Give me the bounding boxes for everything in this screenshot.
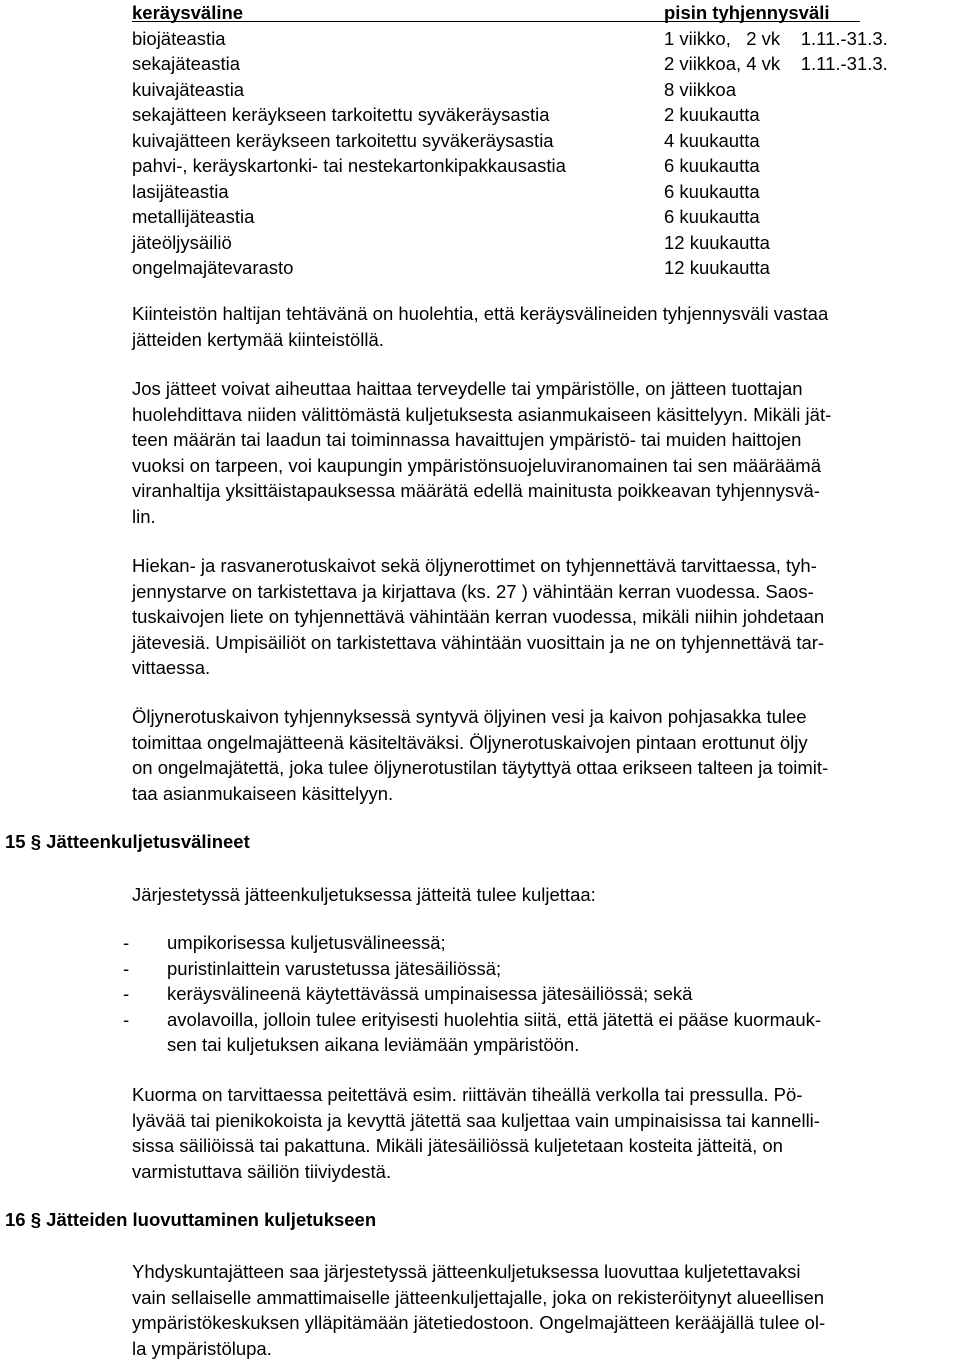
paragraph-transport-intro [132, 882, 952, 908]
container-interval: 12 kuukautta [664, 231, 770, 253]
text-line: vain sellaiselle ammattimaiselle jätteenkuljettajalle, joka on rekisteröitynyt alueellisen [132, 1286, 825, 1308]
container-interval: 6 kuukautta [664, 155, 760, 176]
section-symbol: § [30, 831, 42, 852]
header-collection-container: keräysväline [132, 2, 244, 23]
container-interval: 2 viikkoa, 4 vk 1.11.-31.3. [664, 53, 888, 74]
container-name: metallijäteastia [132, 206, 255, 227]
text-line: keräysvälineenä käytettävässä umpinaisessa jätesäiliössä; sekä [167, 983, 693, 1004]
text-line: Järjestetyssä jätteenkuljetuksessa jätteitä tulee kuljettaa: [132, 884, 596, 905]
table-row [132, 51, 892, 77]
container-interval: 8 viikkoa [664, 78, 736, 100]
text-line: toimittaa ongelmajätteenä käsiteltäväksi. Öljynerotuskaivojen pintaan erottunut öljy [132, 731, 808, 753]
text-line: Hiekan- ja rasvanerotuskaivot sekä öljynerottimet on tyhjennettävä tarvittaessa, tyh- [132, 555, 817, 576]
table-row [132, 77, 892, 103]
container-name: biojäteastia [132, 27, 226, 49]
list-item [123, 956, 953, 982]
container-interval: 1 viikko, 2 vk 1.11.-31.3. [664, 27, 888, 49]
section-number: 15 [5, 831, 26, 852]
text-line: sissa säiliöissä tai pakattuna. Mikäli jätesäiliössä kuljetetaan kosteita jätteitä, on [132, 1135, 783, 1156]
container-interval: 4 kuukautta [664, 129, 760, 151]
container-interval: 6 kuukautta [664, 180, 760, 202]
table-row [132, 128, 892, 154]
text-line: Öljynerotuskaivon tyhjennyksessä syntyvä öljyinen vesi ja kaivon pohjasakka tulee [132, 706, 807, 727]
list-dash: - [123, 983, 130, 1004]
container-name: ongelmajätevarasto [132, 257, 294, 278]
text-line: lyävää tai pienikokoista ja kevyttä jätettä saa kuljettaa vain umpinaisissa tai kannelli- [132, 1109, 820, 1131]
text-line: varmistuttava säiliön tiiviydestä. [132, 1160, 392, 1182]
table-header [132, 0, 892, 26]
text-line: sen tai kuljetuksen aikana leviämään ympäristöön. [167, 1034, 580, 1055]
section-number: 16 [5, 1209, 26, 1230]
container-name: pahvi-, keräyskartonki- tai nestekartonkipakkausastia [132, 155, 566, 176]
table-row [132, 102, 892, 128]
text-line: tuskaivojen liete on tyhjennettävä vähintään kerran vuodessa, mikäli niihin johdetaan [132, 606, 825, 627]
list-item [123, 981, 953, 1007]
container-name: kuivajätteen keräykseen tarkoitettu syväkeräysastia [132, 129, 554, 151]
list-dash: - [123, 1008, 130, 1030]
container-interval: 2 kuukautta [664, 104, 760, 125]
text-line: ympäristökeskuksen ylläpitämään jätetiedostoon. Ongelmajätteen kerääjällä tulee ol- [132, 1312, 826, 1333]
list-dash: - [123, 957, 130, 979]
section-heading-16 [5, 1207, 376, 1233]
paragraph-load-cover [132, 1082, 952, 1184]
paragraph-owner-duty [132, 301, 952, 352]
text-line: puristinlaittein varustetussa jätesäiliössä; [167, 957, 502, 979]
container-name: jäteöljysäiliö [132, 231, 232, 253]
header-underline [132, 21, 860, 22]
table-row [132, 26, 892, 52]
text-line: lin. [132, 505, 156, 527]
container-name: kuivajäteastia [132, 78, 245, 100]
text-line: teen määrän tai laadun tai toiminnassa havaittujen ympäristö- tai muiden haittojen [132, 429, 802, 450]
list-item [123, 1007, 953, 1058]
text-line: Kuorma on tarvittaessa peitettävä esim. riittävän tiheällä verkolla tai pressulla. Pö- [132, 1084, 803, 1105]
table-row [132, 204, 892, 230]
transport-means-list [123, 930, 953, 1058]
text-line: umpikorisessa kuljetusvälineessä; [167, 932, 446, 953]
table-row [132, 230, 892, 256]
text-line: viranhaltija yksittäistapauksessa määrätä edellä mainitusta poikkeavan tyhjennysvä- [132, 480, 820, 501]
text-line: jätevesiä. Umpisäiliöt on tarkistettava vähintään vuosittain ja ne on tyhjennettävä tar- [132, 631, 825, 653]
text-line: la ympäristölupa. [132, 1337, 272, 1359]
header-max-interval: pisin tyhjennysväli [664, 2, 830, 23]
text-line: avolavoilla, jolloin tulee erityisesti huolehtia siitä, että jätettä ei pääse kuormauk- [167, 1008, 822, 1030]
container-name: sekajätteen keräykseen tarkoitettu syväkeräysastia [132, 104, 550, 125]
container-name: sekajäteastia [132, 53, 240, 74]
text-line: Kiinteistön haltijan tehtävänä on huolehtia, että keräysvälineiden tyhjennysväli vastaa [132, 303, 829, 324]
table-row [132, 255, 892, 281]
text-line: taa asianmukaiseen käsittelyyn. [132, 782, 394, 804]
collection-interval-table [132, 0, 892, 281]
list-item [123, 930, 953, 956]
table-row [132, 153, 892, 179]
section-heading-15 [5, 829, 250, 855]
container-interval: 12 kuukautta [664, 257, 770, 278]
paragraph-separators [132, 553, 952, 681]
text-line: vittaessa. [132, 657, 211, 678]
list-dash: - [123, 932, 130, 953]
text-line: Yhdyskuntajätteen saa järjestetyssä jätteenkuljetuksessa luovuttaa kuljetettavaksi [132, 1261, 801, 1282]
container-name: lasijäteastia [132, 180, 229, 202]
text-line: Jos jätteet voivat aiheuttaa haittaa terveydelle tai ympäristölle, on jätteen tuottajan [132, 378, 803, 399]
section-title: Jätteiden luovuttaminen kuljetukseen [46, 1209, 377, 1230]
section-symbol: § [30, 1209, 42, 1230]
table-row [132, 179, 892, 205]
text-line: huolehdittava niiden välittömästä kuljetuksesta asianmukaiseen käsittelyyn. Mikäli jät- [132, 403, 832, 425]
text-line: jätteiden kertymää kiinteistöllä. [132, 328, 384, 350]
container-interval: 6 kuukautta [664, 206, 760, 227]
text-line: jennystarve on tarkistettava ja kirjattava (ks. 27 ) vähintään kerran vuodessa. Saos- [132, 580, 814, 602]
paragraph-handover [132, 1259, 952, 1361]
paragraph-hazardous-waste [132, 376, 952, 529]
section-title: Jätteenkuljetusvälineet [46, 831, 250, 852]
paragraph-oil-separator [132, 704, 952, 806]
text-line: vuoksi on tarpeen, voi kaupungin ympäristönsuojeluviranomainen tai sen määräämä [132, 454, 822, 476]
text-line: on ongelmajätettä, joka tulee öljynerotustilan täytyttyä ottaa erikseen talteen ja toimit- [132, 757, 829, 778]
